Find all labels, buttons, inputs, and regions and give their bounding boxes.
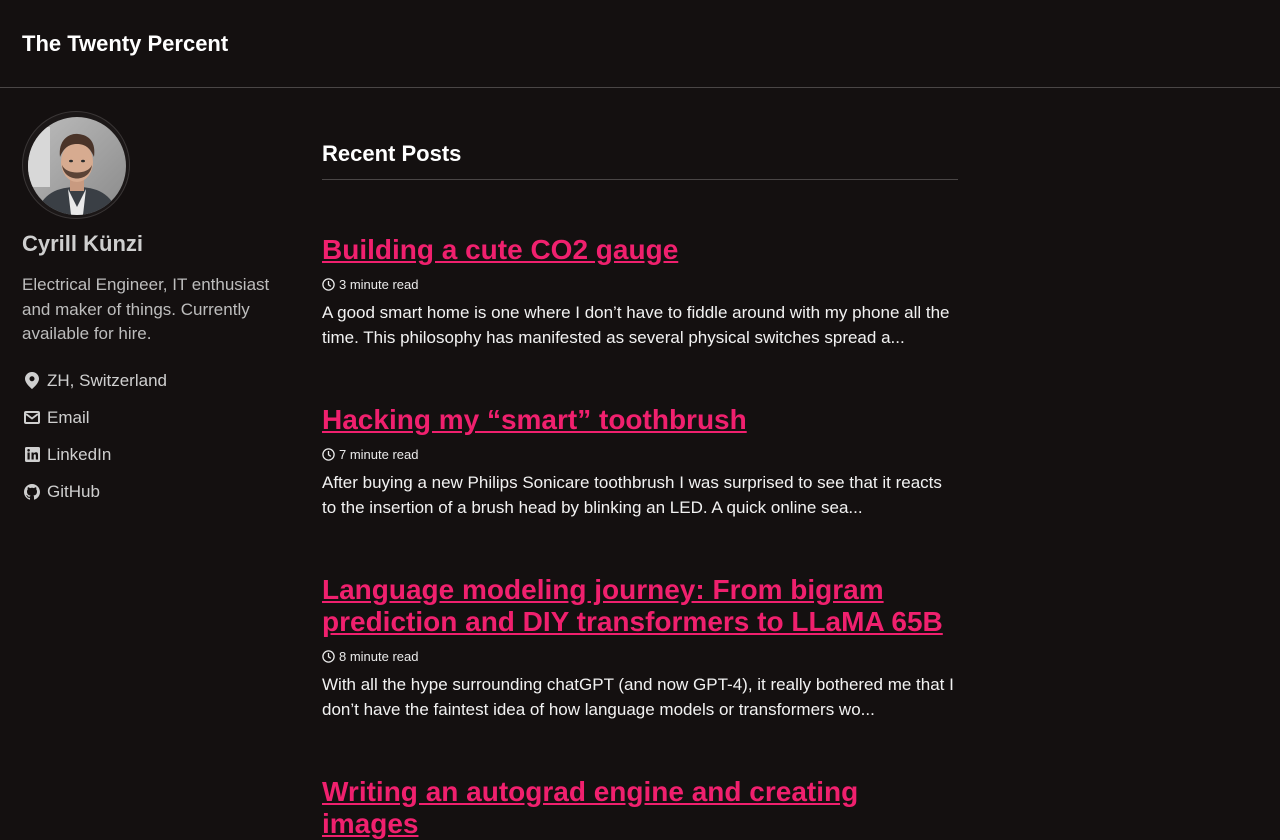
location-item xyxy=(22,369,302,393)
linkedin-icon xyxy=(22,445,42,465)
post-meta xyxy=(322,446,958,462)
linkedin-link[interactable] xyxy=(22,443,302,467)
post-item xyxy=(322,234,958,350)
post-title-link[interactable]: Building a cute CO2 gauge xyxy=(322,234,679,265)
masthead xyxy=(0,0,1280,88)
linkedin-label: LinkedIn xyxy=(47,444,112,464)
author-bio: Electrical Engineer, IT enthusiast and maker of things. Currently available for hire. xyxy=(22,275,270,343)
read-time: 8 minute read xyxy=(339,648,419,664)
post-excerpt: With all the hype surrounding chatGPT (and now GPT-4), it really bothered me that I don’t have the faintest idea of how language models or transformers wo... xyxy=(322,675,954,719)
recent-posts xyxy=(322,141,958,840)
clock-icon xyxy=(322,278,335,291)
email-link[interactable] xyxy=(22,406,302,430)
post-item xyxy=(322,776,958,840)
github-link[interactable] xyxy=(22,480,302,504)
github-icon xyxy=(22,482,42,502)
post-excerpt: A good smart home is one where I don’t have to fiddle around with my phone all the time. This philosophy has manifested as several physical switches spread a... xyxy=(322,303,950,347)
avatar xyxy=(22,111,130,219)
post-title-link[interactable]: Writing an autograd engine and creating images xyxy=(322,776,859,839)
section-title: Recent Posts xyxy=(322,141,958,180)
post-meta xyxy=(322,648,958,664)
post-item xyxy=(322,574,958,722)
github-label: GitHub xyxy=(47,481,100,501)
post-meta xyxy=(322,276,958,292)
post-item xyxy=(322,404,958,520)
read-time: 3 minute read xyxy=(339,276,419,292)
site-title-link[interactable]: The Twenty Percent xyxy=(22,31,229,56)
author-links xyxy=(22,369,302,504)
location-label: ZH, Switzerland xyxy=(47,370,167,390)
map-marker-icon xyxy=(22,371,42,391)
post-title-link[interactable]: Hacking my “smart” toothbrush xyxy=(322,404,747,435)
post-title-link[interactable]: Language modeling journey: From bigram prediction and DIY transformers to LLaMA 65B xyxy=(322,574,943,637)
read-time: 7 minute read xyxy=(339,446,419,462)
envelope-icon xyxy=(22,408,42,428)
clock-icon xyxy=(322,448,335,461)
email-label: Email xyxy=(47,407,90,427)
clock-icon xyxy=(322,650,335,663)
avatar-photo xyxy=(28,117,126,215)
author-sidebar xyxy=(22,111,302,520)
author-name: Cyrill Künzi xyxy=(22,231,144,256)
post-excerpt: After buying a new Philips Sonicare toothbrush I was surprised to see that it reacts to the insertion of a brush head by blinking an LED. A quick online sea... xyxy=(322,473,942,517)
